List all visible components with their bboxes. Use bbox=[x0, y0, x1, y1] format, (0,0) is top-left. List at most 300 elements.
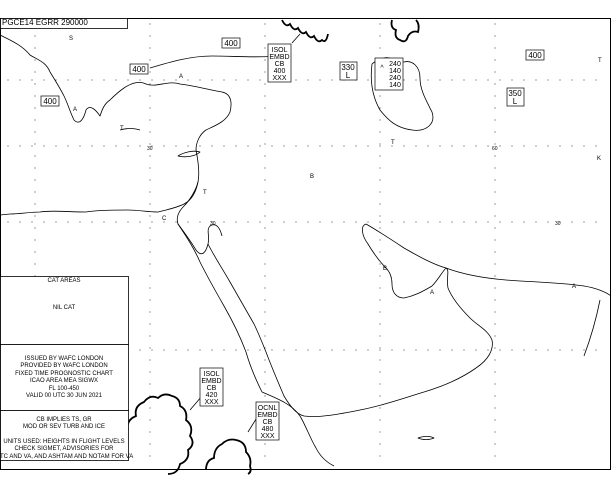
grid-dot bbox=[583, 79, 584, 80]
turb-line-1: 240 bbox=[389, 61, 401, 68]
issued-line: PROVIDED BY WAFC LONDON bbox=[20, 363, 108, 370]
grid-dot bbox=[494, 59, 495, 60]
grid-dot bbox=[319, 145, 320, 146]
grid-dot bbox=[264, 443, 265, 444]
grid-dot bbox=[379, 221, 380, 222]
coastline-india bbox=[584, 300, 600, 356]
station-c: C bbox=[162, 216, 167, 222]
turb-line-3: 240 bbox=[389, 75, 401, 82]
grid-dot bbox=[34, 227, 35, 228]
lat-label-1: 30 bbox=[147, 146, 153, 152]
grid-dot bbox=[494, 143, 495, 144]
grid-dot bbox=[264, 23, 265, 24]
grid-dot bbox=[271, 145, 272, 146]
grid-dot bbox=[494, 263, 495, 264]
coastline-red-sea-west bbox=[178, 224, 262, 392]
trop-box-3: 400 bbox=[43, 97, 57, 106]
grid-dot bbox=[475, 221, 476, 222]
grid-dot bbox=[463, 221, 464, 222]
grid-dot bbox=[439, 79, 440, 80]
grid-dot bbox=[523, 145, 524, 146]
grid-dot bbox=[67, 145, 68, 146]
grid-dot bbox=[494, 311, 495, 312]
grid-dot bbox=[379, 119, 380, 120]
grid-dot bbox=[511, 349, 512, 350]
grid-dot bbox=[379, 359, 380, 360]
grid-dot bbox=[511, 145, 512, 146]
cb-south-line-5: XXX bbox=[260, 433, 275, 440]
grid-dot bbox=[223, 349, 224, 350]
grid-dot bbox=[127, 145, 128, 146]
station-a-3: A bbox=[430, 290, 435, 296]
grid-dot bbox=[264, 71, 265, 72]
grid-dot bbox=[149, 107, 150, 108]
cat-areas-box bbox=[0, 277, 128, 345]
grid-dot bbox=[163, 145, 164, 146]
grid-dot bbox=[264, 299, 265, 300]
grid-dot bbox=[379, 95, 380, 96]
grid-dot bbox=[415, 349, 416, 350]
grid-dot bbox=[494, 239, 495, 240]
cb-area-north-west bbox=[282, 20, 328, 41]
grid-dot bbox=[547, 79, 548, 80]
grid-dot bbox=[264, 455, 265, 456]
grid-dot bbox=[149, 287, 150, 288]
trop-low-2-value: 350 bbox=[508, 89, 522, 98]
grid-dot bbox=[223, 145, 224, 146]
grid-dot bbox=[175, 221, 176, 222]
grid-dot bbox=[379, 251, 380, 252]
grid-dot bbox=[43, 79, 44, 80]
grid-dot bbox=[494, 383, 495, 384]
grid-dot bbox=[264, 35, 265, 36]
cb-south-line-4: 480 bbox=[261, 426, 274, 433]
grid-dot bbox=[34, 263, 35, 264]
grid-dot bbox=[331, 145, 332, 146]
lat-labels bbox=[147, 146, 561, 227]
grid-dot bbox=[149, 47, 150, 48]
grid-dot bbox=[34, 107, 35, 108]
grid-dot bbox=[264, 47, 265, 48]
grid-dot bbox=[149, 383, 150, 384]
grid-dot bbox=[34, 131, 35, 132]
coastline-red-sea-east bbox=[205, 224, 492, 417]
grid-dot bbox=[247, 79, 248, 80]
grid-dot bbox=[494, 203, 495, 204]
grid-dot bbox=[264, 227, 265, 228]
grid-dot bbox=[475, 79, 476, 80]
grid-dot bbox=[34, 35, 35, 36]
grid-dot bbox=[149, 443, 150, 444]
cb-south-line-3: CB bbox=[262, 419, 273, 426]
trop-low-1-value: 330 bbox=[341, 63, 355, 72]
cb-area-north-east bbox=[392, 20, 419, 41]
grid-dot bbox=[163, 349, 164, 350]
grid-dot bbox=[487, 349, 488, 350]
grid-dot bbox=[343, 145, 344, 146]
grid-dot bbox=[379, 347, 380, 348]
grid-dot bbox=[151, 221, 152, 222]
grid-dot bbox=[149, 359, 150, 360]
grid-dot bbox=[283, 221, 284, 222]
grid-dot bbox=[264, 359, 265, 360]
grid-dot bbox=[427, 145, 428, 146]
grid-dot bbox=[379, 443, 380, 444]
grid-dot bbox=[583, 145, 584, 146]
grid-dot bbox=[379, 349, 380, 350]
grid-dot bbox=[494, 71, 495, 72]
grid-dot bbox=[34, 71, 35, 72]
grid-dot bbox=[439, 145, 440, 146]
grid-dot bbox=[149, 59, 150, 60]
grid-dot bbox=[264, 155, 265, 156]
grid-dot bbox=[331, 79, 332, 80]
grid-dot bbox=[271, 221, 272, 222]
cb-area-south-west bbox=[128, 394, 193, 474]
grid-dot bbox=[139, 221, 140, 222]
grid-dot bbox=[494, 275, 495, 276]
grid-dot bbox=[595, 145, 596, 146]
grid-dot bbox=[149, 431, 150, 432]
grid-dot bbox=[187, 79, 188, 80]
grid-dot bbox=[547, 349, 548, 350]
grid-dot bbox=[187, 221, 188, 222]
lat-label-4: 60 bbox=[492, 146, 498, 152]
issued-line: ISSUED BY WAFC LONDON bbox=[24, 356, 104, 362]
grid-dot bbox=[379, 203, 380, 204]
grid-dot bbox=[283, 349, 284, 350]
grid-dot bbox=[595, 349, 596, 350]
issued-box bbox=[0, 356, 128, 411]
grid-dot bbox=[264, 167, 265, 168]
grid-dot bbox=[379, 287, 380, 288]
grid-dot bbox=[223, 221, 224, 222]
grid-dot bbox=[494, 95, 495, 96]
grid-dot bbox=[451, 145, 452, 146]
grid-dot bbox=[379, 167, 380, 168]
turbulence-symbol: ^ bbox=[380, 65, 384, 72]
grid-dot bbox=[79, 145, 80, 146]
coastline-mediterranean bbox=[0, 35, 231, 215]
cb-info-boxes bbox=[200, 44, 403, 440]
grid-dot bbox=[103, 145, 104, 146]
grid-dot bbox=[463, 349, 464, 350]
grid-dot bbox=[451, 79, 452, 80]
grid-dot bbox=[494, 407, 495, 408]
grid-dot bbox=[91, 221, 92, 222]
coastline-levant bbox=[177, 182, 222, 254]
grid-dot bbox=[259, 221, 260, 222]
station-markers bbox=[69, 36, 602, 296]
grid-dot bbox=[379, 275, 380, 276]
grid-dot bbox=[523, 79, 524, 80]
grid-dot bbox=[343, 349, 344, 350]
grid-dot bbox=[34, 179, 35, 180]
grid-dot bbox=[264, 83, 265, 84]
grid-dot bbox=[511, 79, 512, 80]
grid-dot bbox=[535, 221, 536, 222]
grid-dot bbox=[494, 299, 495, 300]
grid-dot bbox=[379, 383, 380, 384]
grid-dot bbox=[331, 221, 332, 222]
grid-dot bbox=[494, 191, 495, 192]
grid-dot bbox=[149, 407, 150, 408]
grid-dot bbox=[264, 311, 265, 312]
grid-dot bbox=[211, 349, 212, 350]
grid-dot bbox=[379, 179, 380, 180]
grid-dot bbox=[571, 349, 572, 350]
grid-dot bbox=[367, 349, 368, 350]
grid-dot bbox=[247, 145, 248, 146]
grid-dot bbox=[149, 191, 150, 192]
grid-dot bbox=[55, 145, 56, 146]
grid-dot bbox=[7, 145, 8, 146]
grid-dot bbox=[307, 145, 308, 146]
grid-dot bbox=[149, 311, 150, 312]
grid-dot bbox=[547, 145, 548, 146]
grid-dot bbox=[494, 443, 495, 444]
grid-dot bbox=[494, 167, 495, 168]
grid-dot bbox=[149, 263, 150, 264]
grid-dot bbox=[494, 419, 495, 420]
grid-dot bbox=[149, 167, 150, 168]
grid-dot bbox=[494, 323, 495, 324]
grid-dot bbox=[535, 79, 536, 80]
grid-dot bbox=[494, 23, 495, 24]
grid-dot bbox=[379, 23, 380, 24]
grid-dot bbox=[415, 79, 416, 80]
grid-dot bbox=[34, 83, 35, 84]
grid-dot bbox=[571, 145, 572, 146]
legend-line bbox=[0, 432, 128, 439]
grid-dot bbox=[259, 145, 260, 146]
grid-dot bbox=[403, 145, 404, 146]
grid-dot bbox=[367, 221, 368, 222]
grid-dot bbox=[379, 215, 380, 216]
grid-dot bbox=[34, 59, 35, 60]
grid-dot bbox=[235, 221, 236, 222]
grid-dot bbox=[264, 95, 265, 96]
grid-dot bbox=[494, 47, 495, 48]
grid-dot bbox=[499, 145, 500, 146]
grid-dot bbox=[149, 299, 150, 300]
cat-areas-text: NIL CAT bbox=[52, 305, 76, 312]
legend-line: CB IMPLIES TS, GR bbox=[36, 417, 92, 423]
grid-dot bbox=[199, 349, 200, 350]
grid-dot bbox=[19, 221, 20, 222]
grid-dot bbox=[264, 203, 265, 204]
grid-dot bbox=[139, 349, 140, 350]
grid-dot bbox=[379, 227, 380, 228]
grid-dot bbox=[494, 359, 495, 360]
grid-dot bbox=[427, 79, 428, 80]
grid-dot bbox=[149, 227, 150, 228]
station-t-1: T bbox=[203, 190, 207, 196]
grid-dot bbox=[149, 95, 150, 96]
grid-dot bbox=[547, 221, 548, 222]
grid-dot bbox=[379, 47, 380, 48]
grid-dot bbox=[379, 323, 380, 324]
grid-dot bbox=[343, 221, 344, 222]
grid-dot bbox=[379, 299, 380, 300]
cb-southwest-line-1: ISOL bbox=[203, 371, 220, 378]
grid-dot bbox=[31, 145, 32, 146]
grid-dot bbox=[319, 349, 320, 350]
legend-line: UNITS USED: HEIGHTS IN FLIGHT LEVELS bbox=[3, 438, 125, 445]
grid-dot bbox=[494, 347, 495, 348]
grid-dot bbox=[175, 349, 176, 350]
grid-dot bbox=[595, 79, 596, 80]
cb-north-line-4: 400 bbox=[273, 68, 286, 75]
grid-dot bbox=[34, 203, 35, 204]
grid-dot bbox=[175, 145, 176, 146]
grid-dot bbox=[494, 155, 495, 156]
grid-dot bbox=[264, 119, 265, 120]
grid-dot bbox=[91, 79, 92, 80]
grid-dot bbox=[103, 79, 104, 80]
grid-dot bbox=[149, 239, 150, 240]
grid-dot bbox=[451, 221, 452, 222]
grid-dot bbox=[319, 221, 320, 222]
grid-dot bbox=[211, 145, 212, 146]
grid-dot bbox=[583, 221, 584, 222]
grid-dot bbox=[55, 221, 56, 222]
grid-dot bbox=[415, 221, 416, 222]
grid-dot bbox=[264, 275, 265, 276]
grid-dot bbox=[307, 79, 308, 80]
grid-dot bbox=[264, 215, 265, 216]
grid-dot bbox=[523, 221, 524, 222]
trop-low-1-symbol: L bbox=[345, 71, 351, 80]
grid-dot bbox=[127, 221, 128, 222]
grid-dot bbox=[355, 349, 356, 350]
grid-dot bbox=[199, 79, 200, 80]
cb-north-line-3: CB bbox=[274, 61, 285, 68]
grid-dot bbox=[115, 221, 116, 222]
grid-dot bbox=[494, 35, 495, 36]
grid-dot bbox=[331, 349, 332, 350]
grid-dot bbox=[427, 221, 428, 222]
tropopause-labels bbox=[41, 38, 544, 106]
grid-dot bbox=[264, 191, 265, 192]
grid-dot bbox=[34, 119, 35, 120]
grid-dot bbox=[34, 143, 35, 144]
turb-line-4: 140 bbox=[389, 82, 401, 89]
station-k: K bbox=[597, 156, 602, 162]
cb-southwest-line-5: XXX bbox=[204, 399, 219, 406]
grid-dot bbox=[494, 335, 495, 336]
grid-dot bbox=[235, 79, 236, 80]
grid-dot bbox=[149, 347, 150, 348]
grid-dot bbox=[264, 251, 265, 252]
grid-dot bbox=[379, 431, 380, 432]
cb-southwest-line-2: EMBD bbox=[201, 378, 222, 385]
grid-dot bbox=[19, 145, 20, 146]
grid-dot bbox=[149, 143, 150, 144]
grid-dot bbox=[379, 371, 380, 372]
grid-dot bbox=[494, 215, 495, 216]
grid-dot bbox=[523, 349, 524, 350]
grid-dot bbox=[79, 79, 80, 80]
station-b-2: B bbox=[383, 266, 388, 272]
grid-dot bbox=[149, 251, 150, 252]
grid-dot bbox=[494, 371, 495, 372]
grid-dot bbox=[149, 83, 150, 84]
grid-dot bbox=[415, 145, 416, 146]
grid-dot bbox=[34, 47, 35, 48]
grid-dot bbox=[487, 145, 488, 146]
grid-dot bbox=[511, 221, 512, 222]
station-t-3: T bbox=[598, 58, 602, 64]
station-s: S bbox=[69, 36, 74, 42]
grid-dot bbox=[494, 227, 495, 228]
issued-line: FIXED TIME PROGNOSTIC CHART bbox=[15, 370, 113, 377]
grid-dot bbox=[127, 79, 128, 80]
grid-dot bbox=[379, 35, 380, 36]
grid-dot bbox=[403, 349, 404, 350]
grid-dot bbox=[163, 79, 164, 80]
grid-dot bbox=[439, 349, 440, 350]
grid-dot bbox=[391, 221, 392, 222]
grid-dot bbox=[494, 395, 495, 396]
grid-dot bbox=[149, 35, 150, 36]
station-t-2: T bbox=[391, 140, 395, 146]
grid-dot bbox=[379, 191, 380, 192]
legend-line: CHECK SIGMET, ADVISORIES FOR bbox=[14, 446, 114, 453]
grid-dot bbox=[264, 323, 265, 324]
grid-dot bbox=[7, 221, 8, 222]
grid-dot bbox=[499, 79, 500, 80]
grid-dot bbox=[149, 155, 150, 156]
grid-dot bbox=[67, 221, 68, 222]
cb-area-south bbox=[206, 440, 251, 475]
cb-southwest-line-3: CB bbox=[206, 385, 217, 392]
lat-label-3: 30 bbox=[555, 221, 561, 227]
grid-dot bbox=[259, 349, 260, 350]
grid-dot bbox=[264, 371, 265, 372]
grid-dot bbox=[149, 119, 150, 120]
grid-dot bbox=[199, 221, 200, 222]
grid-dot bbox=[427, 349, 428, 350]
grid-dot bbox=[379, 143, 380, 144]
grid-dot bbox=[149, 335, 150, 336]
grid-dot bbox=[559, 79, 560, 80]
grid-dot bbox=[494, 119, 495, 120]
grid-dot bbox=[583, 349, 584, 350]
grid-dot bbox=[283, 145, 284, 146]
grid-dot bbox=[149, 371, 150, 372]
grid-dot bbox=[494, 83, 495, 84]
grid-dot bbox=[149, 203, 150, 204]
grid-dot bbox=[149, 215, 150, 216]
station-b-1: B bbox=[310, 174, 315, 180]
grid-dot bbox=[271, 349, 272, 350]
grid-dot bbox=[264, 59, 265, 60]
cb-north-line-5: XXX bbox=[272, 75, 287, 82]
grid-dot bbox=[264, 131, 265, 132]
grid-dot bbox=[264, 239, 265, 240]
grid-dot bbox=[34, 155, 35, 156]
issued-line: ICAO AREA MEA SIGWX bbox=[29, 378, 99, 385]
coastline-black-sea bbox=[150, 56, 280, 68]
grid-dot bbox=[487, 79, 488, 80]
grid-dot bbox=[223, 79, 224, 80]
legend-box bbox=[0, 417, 134, 461]
grid-dot bbox=[403, 79, 404, 80]
grid-dot bbox=[103, 221, 104, 222]
grid-dot bbox=[235, 349, 236, 350]
station-t-4: T bbox=[120, 126, 124, 132]
